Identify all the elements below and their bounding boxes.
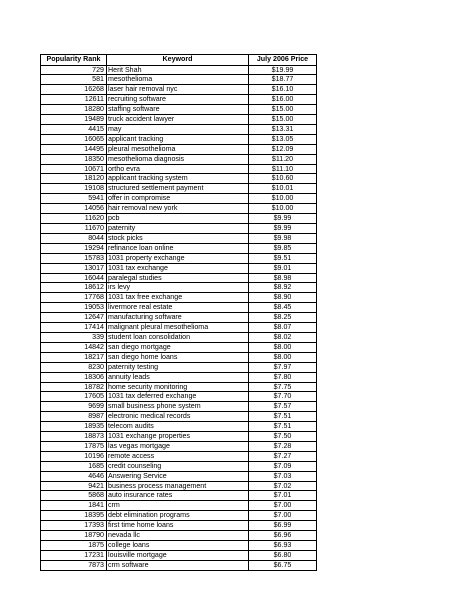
- keyword-cell: auto insurance rates: [107, 491, 249, 501]
- keyword-cell: pleural mesothelioma: [107, 144, 249, 154]
- keyword-cell: ortho evra: [107, 164, 249, 174]
- table-row: [41, 164, 317, 174]
- rank-cell: 1685: [41, 461, 107, 471]
- table-row: [41, 95, 317, 105]
- table-row: [41, 293, 317, 303]
- rank-cell: 1875: [41, 541, 107, 551]
- rank-cell: 9421: [41, 481, 107, 491]
- price-cell: $15.00: [249, 105, 317, 115]
- price-cell: $18.77: [249, 75, 317, 85]
- price-cell: $9.98: [249, 233, 317, 243]
- rank-cell: 339: [41, 332, 107, 342]
- rank-cell: 17414: [41, 323, 107, 333]
- table-row: [41, 441, 317, 451]
- rank-cell: 7873: [41, 560, 107, 570]
- table-row: [41, 372, 317, 382]
- price-cell: $8.07: [249, 323, 317, 333]
- keyword-cell: Herit Shah: [107, 65, 249, 75]
- table-row: [41, 481, 317, 491]
- rank-cell: 19294: [41, 243, 107, 253]
- table-row: [41, 332, 317, 342]
- table-row: [41, 471, 317, 481]
- price-cell: $7.27: [249, 451, 317, 461]
- price-cell: $13.31: [249, 124, 317, 134]
- price-cell: $8.02: [249, 332, 317, 342]
- rank-cell: 12611: [41, 95, 107, 105]
- table-row: [41, 362, 317, 372]
- price-cell: $7.01: [249, 491, 317, 501]
- keyword-cell: applicant tracking system: [107, 174, 249, 184]
- rank-cell: 8044: [41, 233, 107, 243]
- price-cell: $10.00: [249, 194, 317, 204]
- keyword-cell: 1031 tax exchange: [107, 263, 249, 273]
- price-cell: $9.99: [249, 214, 317, 224]
- keyword-cell: college loans: [107, 541, 249, 551]
- price-cell: $19.99: [249, 65, 317, 75]
- keyword-cell: pcb: [107, 214, 249, 224]
- price-cell: $16.10: [249, 85, 317, 95]
- keyword-cell: livermore real estate: [107, 303, 249, 313]
- price-cell: $9.85: [249, 243, 317, 253]
- rank-cell: 19053: [41, 303, 107, 313]
- keyword-cell: small business phone system: [107, 402, 249, 412]
- table-row: [41, 283, 317, 293]
- price-cell: $16.00: [249, 95, 317, 105]
- table-body: [41, 65, 317, 570]
- table-row: [41, 273, 317, 283]
- table-row: [41, 253, 317, 263]
- rank-cell: 17393: [41, 521, 107, 531]
- table-row: [41, 342, 317, 352]
- keyword-cell: 1031 tax deferred exchange: [107, 392, 249, 402]
- rank-cell: 12647: [41, 313, 107, 323]
- price-cell: $6.80: [249, 550, 317, 560]
- price-cell: $12.09: [249, 144, 317, 154]
- table-row: [41, 154, 317, 164]
- table-row: [41, 461, 317, 471]
- table-row: [41, 501, 317, 511]
- rank-cell: 18280: [41, 105, 107, 115]
- table-row: [41, 233, 317, 243]
- price-cell: $7.70: [249, 392, 317, 402]
- rank-cell: 18873: [41, 432, 107, 442]
- rank-cell: 18935: [41, 422, 107, 432]
- table-row: [41, 174, 317, 184]
- price-cell: $6.75: [249, 560, 317, 570]
- price-cell: $8.00: [249, 352, 317, 362]
- keyword-price-table: [40, 54, 317, 571]
- table-row: [41, 511, 317, 521]
- price-cell: $7.03: [249, 471, 317, 481]
- table-row: [41, 214, 317, 224]
- rank-cell: 729: [41, 65, 107, 75]
- table-row: [41, 105, 317, 115]
- table-row: [41, 451, 317, 461]
- table-row: [41, 194, 317, 204]
- rank-cell: 14842: [41, 342, 107, 352]
- rank-cell: 581: [41, 75, 107, 85]
- keyword-cell: san diego mortgage: [107, 342, 249, 352]
- price-cell: $7.00: [249, 511, 317, 521]
- table-row: [41, 541, 317, 551]
- table-row: [41, 263, 317, 273]
- rank-cell: 18395: [41, 511, 107, 521]
- rank-cell: 17605: [41, 392, 107, 402]
- rank-cell: 14495: [41, 144, 107, 154]
- keyword-cell: Answering Service: [107, 471, 249, 481]
- rank-cell: 18306: [41, 372, 107, 382]
- rank-cell: 4415: [41, 124, 107, 134]
- keyword-cell: may: [107, 124, 249, 134]
- rank-cell: 19489: [41, 115, 107, 125]
- keyword-cell: malignant pleural mesothelioma: [107, 323, 249, 333]
- rank-cell: 11670: [41, 224, 107, 234]
- keyword-cell: 1031 property exchange: [107, 253, 249, 263]
- rank-cell: 11620: [41, 214, 107, 224]
- table-row: [41, 531, 317, 541]
- rank-cell: 18350: [41, 154, 107, 164]
- keyword-cell: paternity: [107, 224, 249, 234]
- keyword-cell: crm: [107, 501, 249, 511]
- price-cell: $9.51: [249, 253, 317, 263]
- table-row: [41, 402, 317, 412]
- table-row: [41, 422, 317, 432]
- keyword-cell: credit counseling: [107, 461, 249, 471]
- rank-cell: 4646: [41, 471, 107, 481]
- keyword-cell: paralegal studies: [107, 273, 249, 283]
- keyword-cell: laser hair removal nyc: [107, 85, 249, 95]
- price-cell: $8.45: [249, 303, 317, 313]
- keyword-cell: staffing software: [107, 105, 249, 115]
- table-row: [41, 392, 317, 402]
- price-cell: $7.51: [249, 422, 317, 432]
- table-row: [41, 550, 317, 560]
- keyword-cell: offer in compromise: [107, 194, 249, 204]
- header-july-2006-price: July 2006 Price: [249, 55, 317, 66]
- rank-cell: 10671: [41, 164, 107, 174]
- price-cell: $11.10: [249, 164, 317, 174]
- keyword-cell: manufacturing software: [107, 313, 249, 323]
- price-cell: $9.99: [249, 224, 317, 234]
- keyword-cell: debt elimination programs: [107, 511, 249, 521]
- price-cell: $7.57: [249, 402, 317, 412]
- keyword-cell: remote access: [107, 451, 249, 461]
- keyword-cell: home security monitoring: [107, 382, 249, 392]
- price-cell: $11.20: [249, 154, 317, 164]
- rank-cell: 18612: [41, 283, 107, 293]
- table-row: [41, 323, 317, 333]
- table-row: [41, 491, 317, 501]
- table-row: [41, 204, 317, 214]
- table-row: [41, 115, 317, 125]
- price-cell: $7.50: [249, 432, 317, 442]
- table-row: [41, 134, 317, 144]
- price-cell: $7.28: [249, 441, 317, 451]
- price-cell: $15.00: [249, 115, 317, 125]
- keyword-cell: annuity leads: [107, 372, 249, 382]
- rank-cell: 5941: [41, 194, 107, 204]
- rank-cell: 16044: [41, 273, 107, 283]
- table-row: [41, 184, 317, 194]
- table-row: [41, 124, 317, 134]
- keyword-cell: structured settlement payment: [107, 184, 249, 194]
- price-cell: $6.96: [249, 531, 317, 541]
- keyword-cell: crm software: [107, 560, 249, 570]
- keyword-cell: applicant tracking: [107, 134, 249, 144]
- table-row: [41, 560, 317, 570]
- price-cell: $6.99: [249, 521, 317, 531]
- keyword-cell: 1031 exchange properties: [107, 432, 249, 442]
- table-row: [41, 352, 317, 362]
- rank-cell: 16065: [41, 134, 107, 144]
- price-cell: $7.51: [249, 412, 317, 422]
- price-cell: $10.60: [249, 174, 317, 184]
- rank-cell: 18790: [41, 531, 107, 541]
- rank-cell: 8987: [41, 412, 107, 422]
- keyword-cell: 1031 tax free exchange: [107, 293, 249, 303]
- price-cell: $8.90: [249, 293, 317, 303]
- price-cell: $6.93: [249, 541, 317, 551]
- keyword-cell: irs levy: [107, 283, 249, 293]
- keyword-cell: hair removal new york: [107, 204, 249, 214]
- keyword-cell: mesothelioma diagnosis: [107, 154, 249, 164]
- header-keyword: Keyword: [107, 55, 249, 66]
- table-row: [41, 65, 317, 75]
- rank-cell: 17231: [41, 550, 107, 560]
- keyword-cell: stock picks: [107, 233, 249, 243]
- keyword-cell: nevada llc: [107, 531, 249, 541]
- price-cell: $13.05: [249, 134, 317, 144]
- rank-cell: 13017: [41, 263, 107, 273]
- rank-cell: 15783: [41, 253, 107, 263]
- table-row: [41, 432, 317, 442]
- rank-cell: 10196: [41, 451, 107, 461]
- rank-cell: 14056: [41, 204, 107, 214]
- price-cell: $7.00: [249, 501, 317, 511]
- table-row: [41, 144, 317, 154]
- rank-cell: 19108: [41, 184, 107, 194]
- keyword-cell: business process management: [107, 481, 249, 491]
- table-row: [41, 313, 317, 323]
- keyword-cell: telecom audits: [107, 422, 249, 432]
- price-cell: $8.00: [249, 342, 317, 352]
- keyword-cell: paternity testing: [107, 362, 249, 372]
- header-row: [41, 55, 317, 66]
- table-row: [41, 75, 317, 85]
- rank-cell: 18217: [41, 352, 107, 362]
- table-row: [41, 85, 317, 95]
- price-cell: $7.80: [249, 372, 317, 382]
- price-cell: $10.00: [249, 204, 317, 214]
- rank-cell: 5868: [41, 491, 107, 501]
- rank-cell: 1841: [41, 501, 107, 511]
- rank-cell: 9699: [41, 402, 107, 412]
- price-cell: $7.02: [249, 481, 317, 491]
- price-cell: $7.97: [249, 362, 317, 372]
- rank-cell: 18120: [41, 174, 107, 184]
- rank-cell: 8230: [41, 362, 107, 372]
- table-row: [41, 243, 317, 253]
- keyword-cell: refinance loan online: [107, 243, 249, 253]
- price-cell: $8.92: [249, 283, 317, 293]
- keyword-cell: recruiting software: [107, 95, 249, 105]
- keyword-cell: student loan consolidation: [107, 332, 249, 342]
- keyword-cell: first time home loans: [107, 521, 249, 531]
- price-cell: $7.09: [249, 461, 317, 471]
- price-cell: $10.01: [249, 184, 317, 194]
- price-cell: $9.01: [249, 263, 317, 273]
- table-row: [41, 412, 317, 422]
- keyword-cell: san diego home loans: [107, 352, 249, 362]
- price-cell: $7.75: [249, 382, 317, 392]
- rank-cell: 16268: [41, 85, 107, 95]
- keyword-cell: louisville mortgage: [107, 550, 249, 560]
- table-row: [41, 303, 317, 313]
- rank-cell: 18782: [41, 382, 107, 392]
- keyword-cell: truck accident lawyer: [107, 115, 249, 125]
- rank-cell: 17768: [41, 293, 107, 303]
- price-cell: $8.98: [249, 273, 317, 283]
- keyword-cell: las vegas mortgage: [107, 441, 249, 451]
- price-cell: $8.25: [249, 313, 317, 323]
- header-popularity-rank: Popularity Rank: [41, 55, 107, 66]
- table-row: [41, 224, 317, 234]
- table-row: [41, 521, 317, 531]
- rank-cell: 17875: [41, 441, 107, 451]
- table-row: [41, 382, 317, 392]
- keyword-cell: mesothelioma: [107, 75, 249, 85]
- keyword-cell: electronic medical records: [107, 412, 249, 422]
